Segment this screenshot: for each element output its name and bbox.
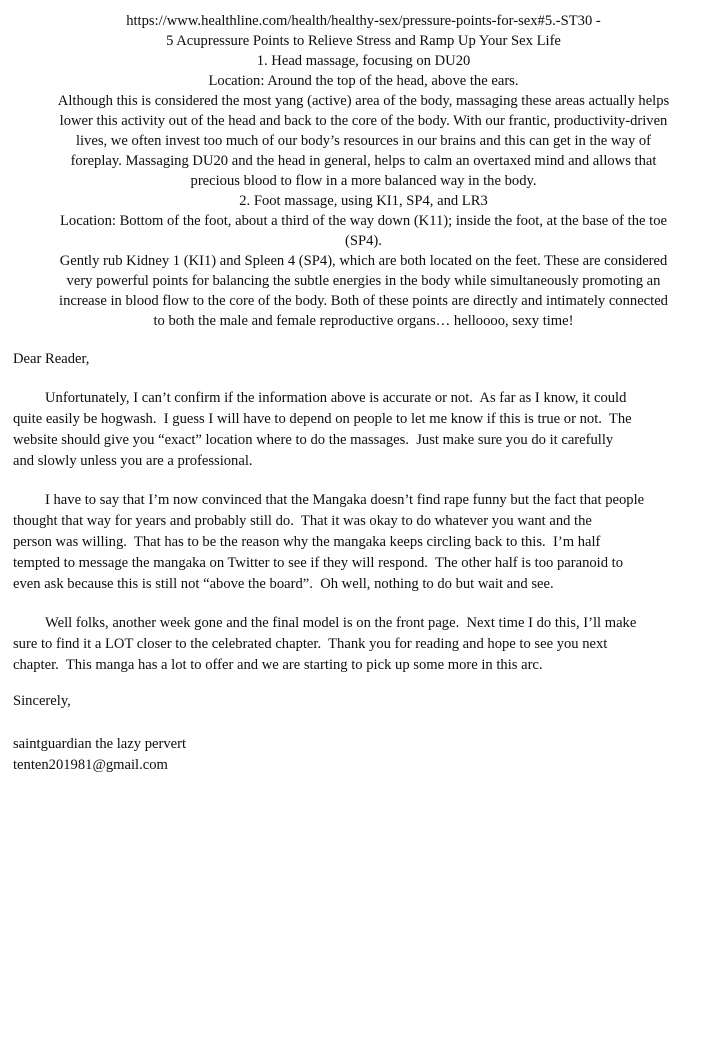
article-line: to both the male and female reproductive organs… helloooo, sexy time! [153,313,574,329]
article-line: Gently rub Kidney 1 (KI1) and Spleen 4 (SP4), which are both located on the feet. These are considered [59,253,668,269]
article-line: (SP4). [345,233,382,249]
letter-closing: Sincerely, [13,693,71,709]
paragraph-line: Unfortunately, I can’t confirm if the information above is accurate or not. As far as I know, it could [45,390,627,406]
letter-paragraph [13,613,714,676]
paragraph-line: thought that way for years and probably still do. That it was okay to do whatever you want and the [13,513,592,529]
article-line: 2. Foot massage, using KI1, SP4, and LR3 [239,193,488,209]
article-line: foreplay. Massaging DU20 and the head in general, helps to calm an overtaxed mind and allows that [70,153,657,169]
paragraph-line: sure to find it a LOT closer to the celebrated chapter. Thank you for reading and hope to see you next [13,636,608,652]
article-title: 5 Acupressure Points to Relieve Stress and Ramp Up Your Sex Life [166,33,561,49]
article-line: very powerful points for balancing the subtle energies in the body while simultaneously promoting an [66,273,661,289]
article-source-url: https://www.healthline.com/health/healthy-sex/pressure-points-for-sex#5.-ST30 - [126,13,601,29]
article-line: lives, we often invest too much of our body’s resources in our brains and this can get in the way of [75,133,652,149]
letter-paragraph [13,490,714,595]
article-line: Location: Bottom of the foot, about a third of the way down (K11); inside the foot, at the base of the toe [60,213,667,229]
article-excerpt [13,11,714,331]
letter-salutation: Dear Reader, [13,351,90,367]
paragraph-line: quite easily be hogwash. I guess I will have to depend on people to let me know if this is true or not. The [13,411,632,427]
paragraph-line: website should give you “exact” location where to do the massages. Just make sure you do it carefully [13,432,614,448]
article-line: Location: Around the top of the head, above the ears. [208,73,519,89]
paragraph-line: I have to say that I’m now convinced that the Mangaka doesn’t find rape funny but the fact that people [45,492,645,508]
article-line: 1. Head massage, focusing on DU20 [256,53,471,69]
article-line: increase in blood flow to the core of the body. Both of these points are directly and intimately connected [59,293,668,309]
signature-email: tenten201981@gmail.com [13,757,168,773]
paragraph-line: and slowly unless you are a professional. [13,453,253,469]
paragraph-line: even ask because this is still not “above the board”. Oh well, nothing to do but wait and see. [13,576,554,592]
signature-name: saintguardian the lazy pervert [13,736,187,752]
article-line: lower this activity out of the head and back to the core of the body. With our frantic, productivity-driven [59,113,668,129]
article-line: precious blood to flow in a more balanced way in the body. [190,173,537,189]
signature-block [13,734,714,776]
letter-paragraph [13,388,714,472]
article-line: Although this is considered the most yang (active) area of the body, massaging these areas actually helps [57,93,670,109]
paragraph-line: chapter. This manga has a lot to offer and we are starting to pick up some more in this arc. [13,657,543,673]
letter-body [13,349,714,776]
paragraph-line: tempted to message the mangaka on Twitter to see if they will respond. The other half is too paranoid to [13,555,624,571]
paragraph-line: Well folks, another week gone and the final model is on the front page. Next time I do this, I’ll make [45,615,637,631]
paragraph-line: person was willing. That has to be the reason why the mangaka keeps circling back to this. I’m half [13,534,601,550]
